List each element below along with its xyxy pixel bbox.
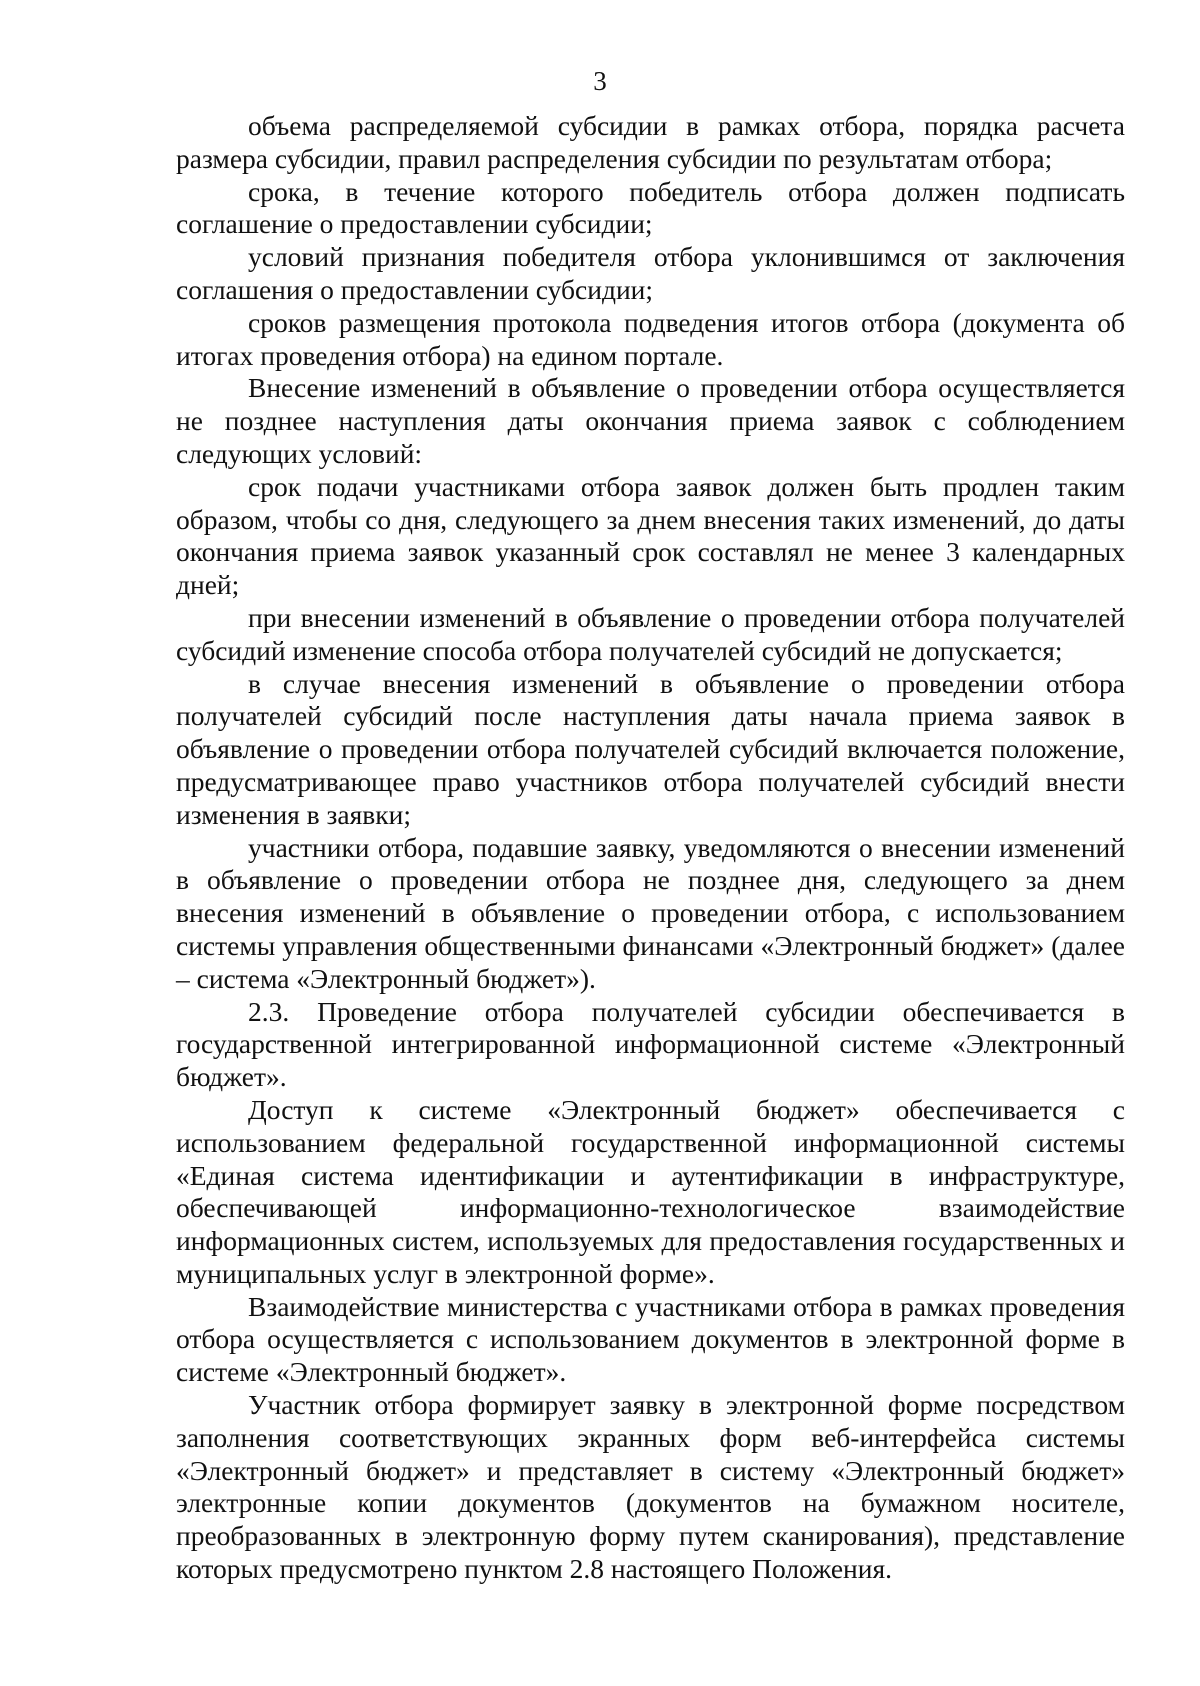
paragraph: в случае внесения изменений в объявление о проведении отбора получателей субсидий после наступления даты начала приема заявок в объявление о проведении отбора получателей субсидий включается положение, предусматривающее право участников отбора получателей субсидий внести изменения в заявки; [176,667,1125,830]
paragraph: условий признания победителя отбора уклонившимся от заключения соглашения о предоставлении субсидии; [176,241,1125,305]
paragraph: объема распределяемой субсидии в рамках отбора, порядка расчета размера субсидии, правил распределения субсидии по результатам отбора; [176,110,1125,174]
paragraph: Взаимодействие министерства с участниками отбора в рамках проведения отбора осуществляется с использованием документов в электронной форме в системе «Электронный бюджет». [176,1290,1125,1388]
page-number: 3 [593,66,607,96]
paragraph: при внесении изменений в объявление о проведении отбора получателей субсидий изменение способа отбора получателей субсидий не допускается; [176,601,1125,666]
section-paragraph: 2.3. Проведение отбора получателей субсидии обеспечивается в государственной интегрированной информационной системе «Электронный бюджет». [176,995,1125,1093]
paragraph: срок подачи участниками отбора заявок должен быть продлен таким образом, чтобы со дня, следующего за днем внесения таких изменений, до даты окончания приема заявок указанный срок составлял не менее 3 календарных дней; [176,470,1125,601]
paragraph: сроков размещения протокола подведения итогов отбора (документа об итогах проведения отбора) на едином портале. [176,306,1125,371]
paragraph: участники отбора, подавшие заявку, уведомляются о внесении изменений в объявление о проведении отбора не позднее дня, следующего за днем внесения изменений в объявление о проведении отбора, с использованием системы управления общественными финансами «Электронный бюджет» (далее – система «Электронный бюджет»). [176,831,1125,994]
paragraph: Участник отбора формирует заявку в электронной форме посредством заполнения соответствующих экранных форм веб-интерфейса системы «Электронный бюджет» и представляет в систему «Электронный бюджет» электронные копии документов (документов на бумажном носителе, преобразованных в электронную форму путем сканирования), представление которых предусмотрено пунктом 2.8 настоящего Положения. [176,1389,1125,1585]
paragraph: срока, в течение которого победитель отбора должен подписать соглашение о предоставлении субсидии; [176,175,1125,240]
paragraph: Внесение изменений в объявление о проведении отбора осуществляется не позднее наступления даты окончания приема заявок с соблюдением следующих условий: [176,372,1125,469]
paragraph: Доступ к системе «Электронный бюджет» обеспечивается с использованием федеральной государственной информационной системы «Единая система идентификации и аутентификации в инфраструктуре, обеспечивающей информационно-технологическое взаимодействие информационных систем, используемых для предоставления государственных и муниципальных услуг в электронной форме». [176,1093,1125,1289]
document-body [176,110,1125,1586]
